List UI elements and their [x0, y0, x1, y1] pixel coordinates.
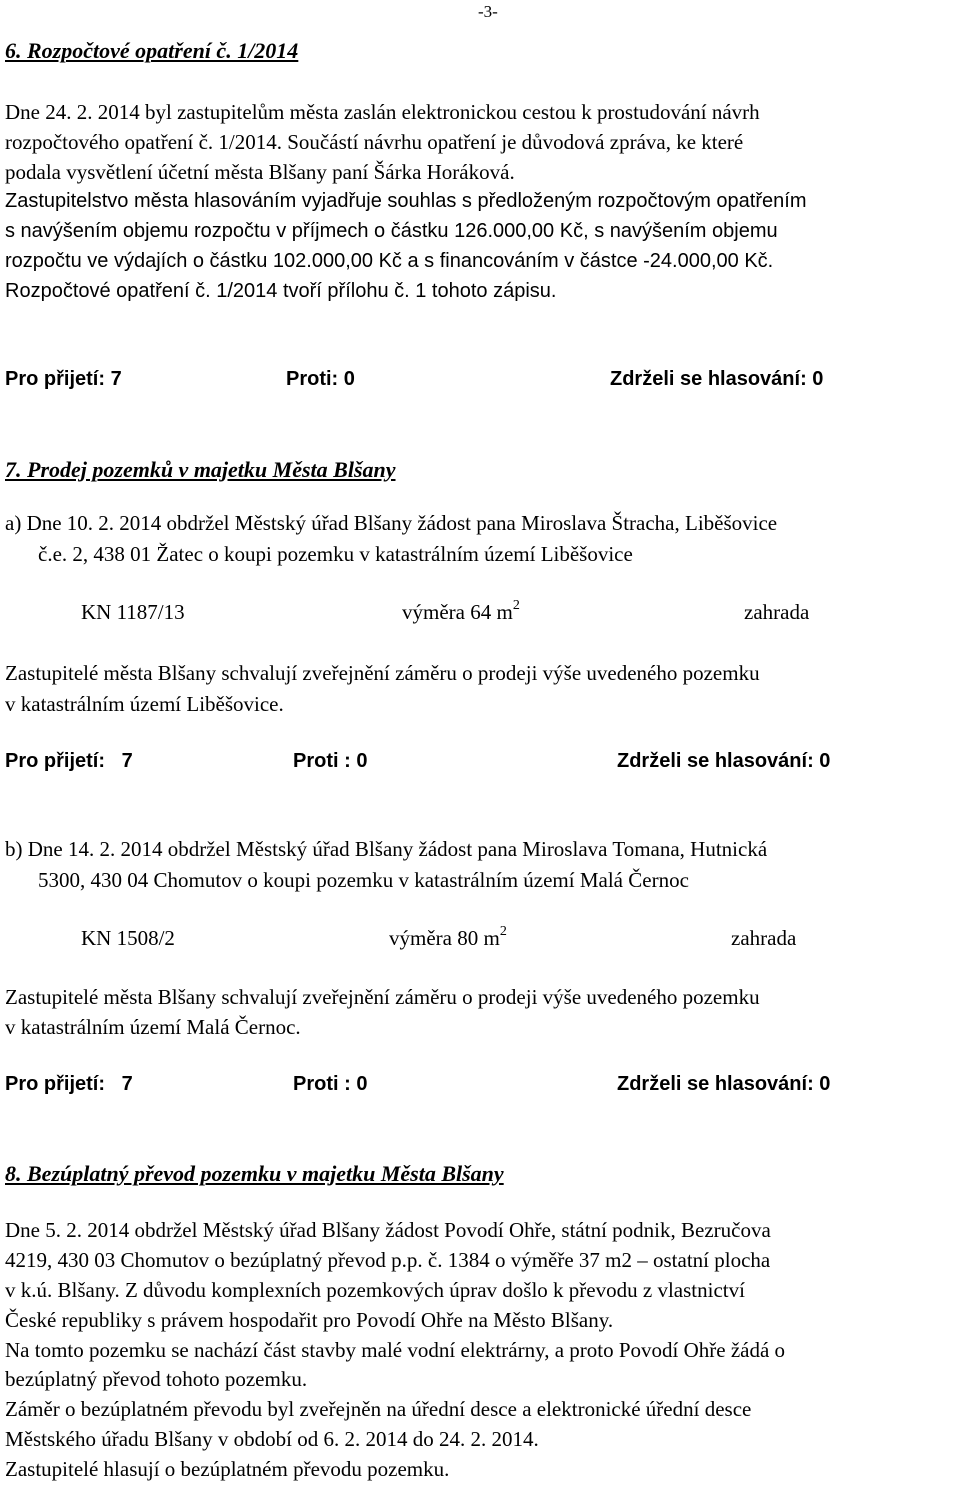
s7a-vote-abstain: Zdrželi se hlasování: 0: [617, 750, 831, 772]
s8-text-line: Městského úřadu Blšany v období od 6. 2. 2014 do 24. 2. 2014.: [5, 1427, 539, 1451]
s7b-parcel-number: KN 1508/2: [81, 926, 175, 950]
s7a-request-line: a) Dne 10. 2. 2014 obdržel Městský úřad Blšany žádost pana Miroslava Štracha, Liběšovice: [5, 511, 778, 535]
s8-text-line: Dne 5. 2. 2014 obdržel Městský úřad Blšany žádost Povodí Ohře, státní podnik, Bezručova: [5, 1218, 771, 1242]
s7b-resolution-line: v katastrálním území Malá Černoc.: [5, 1015, 301, 1039]
s8-text-line: 4219, 430 03 Chomutov o bezúplatný převod p.p. č. 1384 o výměře 37 m2 – ostatní plocha: [5, 1248, 771, 1272]
page-number: -3-: [478, 2, 498, 21]
s7b-request-line: b) Dne 14. 2. 2014 obdržel Městský úřad Blšany žádost pana Miroslava Tomana, Hutnická: [5, 837, 768, 861]
s7a-vote-for: Pro přijetí: 7: [5, 750, 133, 772]
s7b-vote-abstain: Zdrželi se hlasování: 0: [617, 1073, 831, 1095]
s7a-resolution-line: Zastupitelé města Blšany schvalují zveřejnění záměru o prodeji výše uvedeného pozemku: [5, 661, 760, 685]
s7a-parcel-area: výměra 64 $m^2$: [402, 598, 520, 624]
s8-text-line: České republiky s právem hospodařit pro Povodí Ohře na Město Blšany.: [5, 1308, 614, 1332]
s7a-parcel-type: zahrada: [744, 600, 810, 624]
s7a-request-line: č.e. 2, 438 01 Žatec o koupi pozemku v katastrálním území Liběšovice: [38, 542, 633, 566]
s8-text-line: bezúplatný převod tohoto pozemku.: [5, 1367, 308, 1391]
s6-resolution-line: rozpočtu ve výdajích o částku 102.000,00 Kč a s financováním v částce -24.000,00 Kč.: [5, 250, 774, 272]
s7b-parcel-area: výměra 80 $m^2$: [389, 924, 507, 950]
s7b-parcel-type: zahrada: [731, 926, 797, 950]
s7a-parcel-number: KN 1187/13: [81, 600, 185, 624]
s7b-resolution-line: Zastupitelé města Blšany schvalují zveřejnění záměru o prodeji výše uvedeného pozemku: [5, 985, 760, 1009]
s6-resolution-line: Rozpočtové opatření č. 1/2014 tvoří přílohu č. 1 tohoto zápisu.: [5, 280, 557, 302]
s7a-vote-against: Proti : 0: [293, 750, 368, 772]
s8-text-line: Záměr o bezúplatném převodu byl zveřejněn na úřední desce a elektronické úřední desce: [5, 1397, 752, 1421]
s7a-resolution-line: v katastrálním území Liběšovice.: [5, 692, 284, 716]
s6-vote-against: Proti: 0: [286, 368, 355, 390]
s6-paragraph-line: podala vysvětlení účetní města Blšany paní Šárka Horáková.: [5, 160, 515, 184]
s6-vote-for: Pro přijetí: 7: [5, 368, 122, 390]
s8-text-line: v k.ú. Blšany. Z důvodu komplexních pozemkových úprav došlo k převodu z vlastnictví: [5, 1278, 745, 1302]
s6-resolution-line: s navýšením objemu rozpočtu v příjmech o částku 126.000,00 Kč, s navýšením objemu: [5, 220, 778, 242]
s6-vote-abstain: Zdrželi se hlasování: 0: [610, 368, 824, 390]
section-7-heading: 7. Prodej pozemků v majetku Města Blšany: [5, 457, 396, 482]
section-8-heading: 8. Bezúplatný převod pozemku v majetku Města Blšany: [5, 1161, 504, 1186]
s8-text-line: Na tomto pozemku se nachází část stavby malé vodní elektrárny, a proto Povodí Ohře žádá o: [5, 1338, 786, 1362]
s6-resolution-line: Zastupitelstvo města hlasováním vyjadřuje souhlas s předloženým rozpočtovým opatřením: [5, 190, 807, 212]
section-6-heading: 6. Rozpočtové opatření č. 1/2014: [5, 38, 299, 63]
s7b-vote-against: Proti : 0: [293, 1073, 368, 1095]
s7b-request-line: 5300, 430 04 Chomutov o koupi pozemku v katastrálním území Malá Černoc: [38, 868, 689, 892]
s6-paragraph-line: Dne 24. 2. 2014 byl zastupitelům města zaslán elektronickou cestou k prostudování návrh: [5, 100, 760, 124]
s6-paragraph-line: rozpočtového opatření č. 1/2014. Součástí návrhu opatření je důvodová zpráva, ke které: [5, 130, 744, 154]
s8-text-line: Zastupitelé hlasují o bezúplatném převodu pozemku.: [5, 1457, 450, 1481]
s7b-vote-for: Pro přijetí: 7: [5, 1073, 133, 1095]
